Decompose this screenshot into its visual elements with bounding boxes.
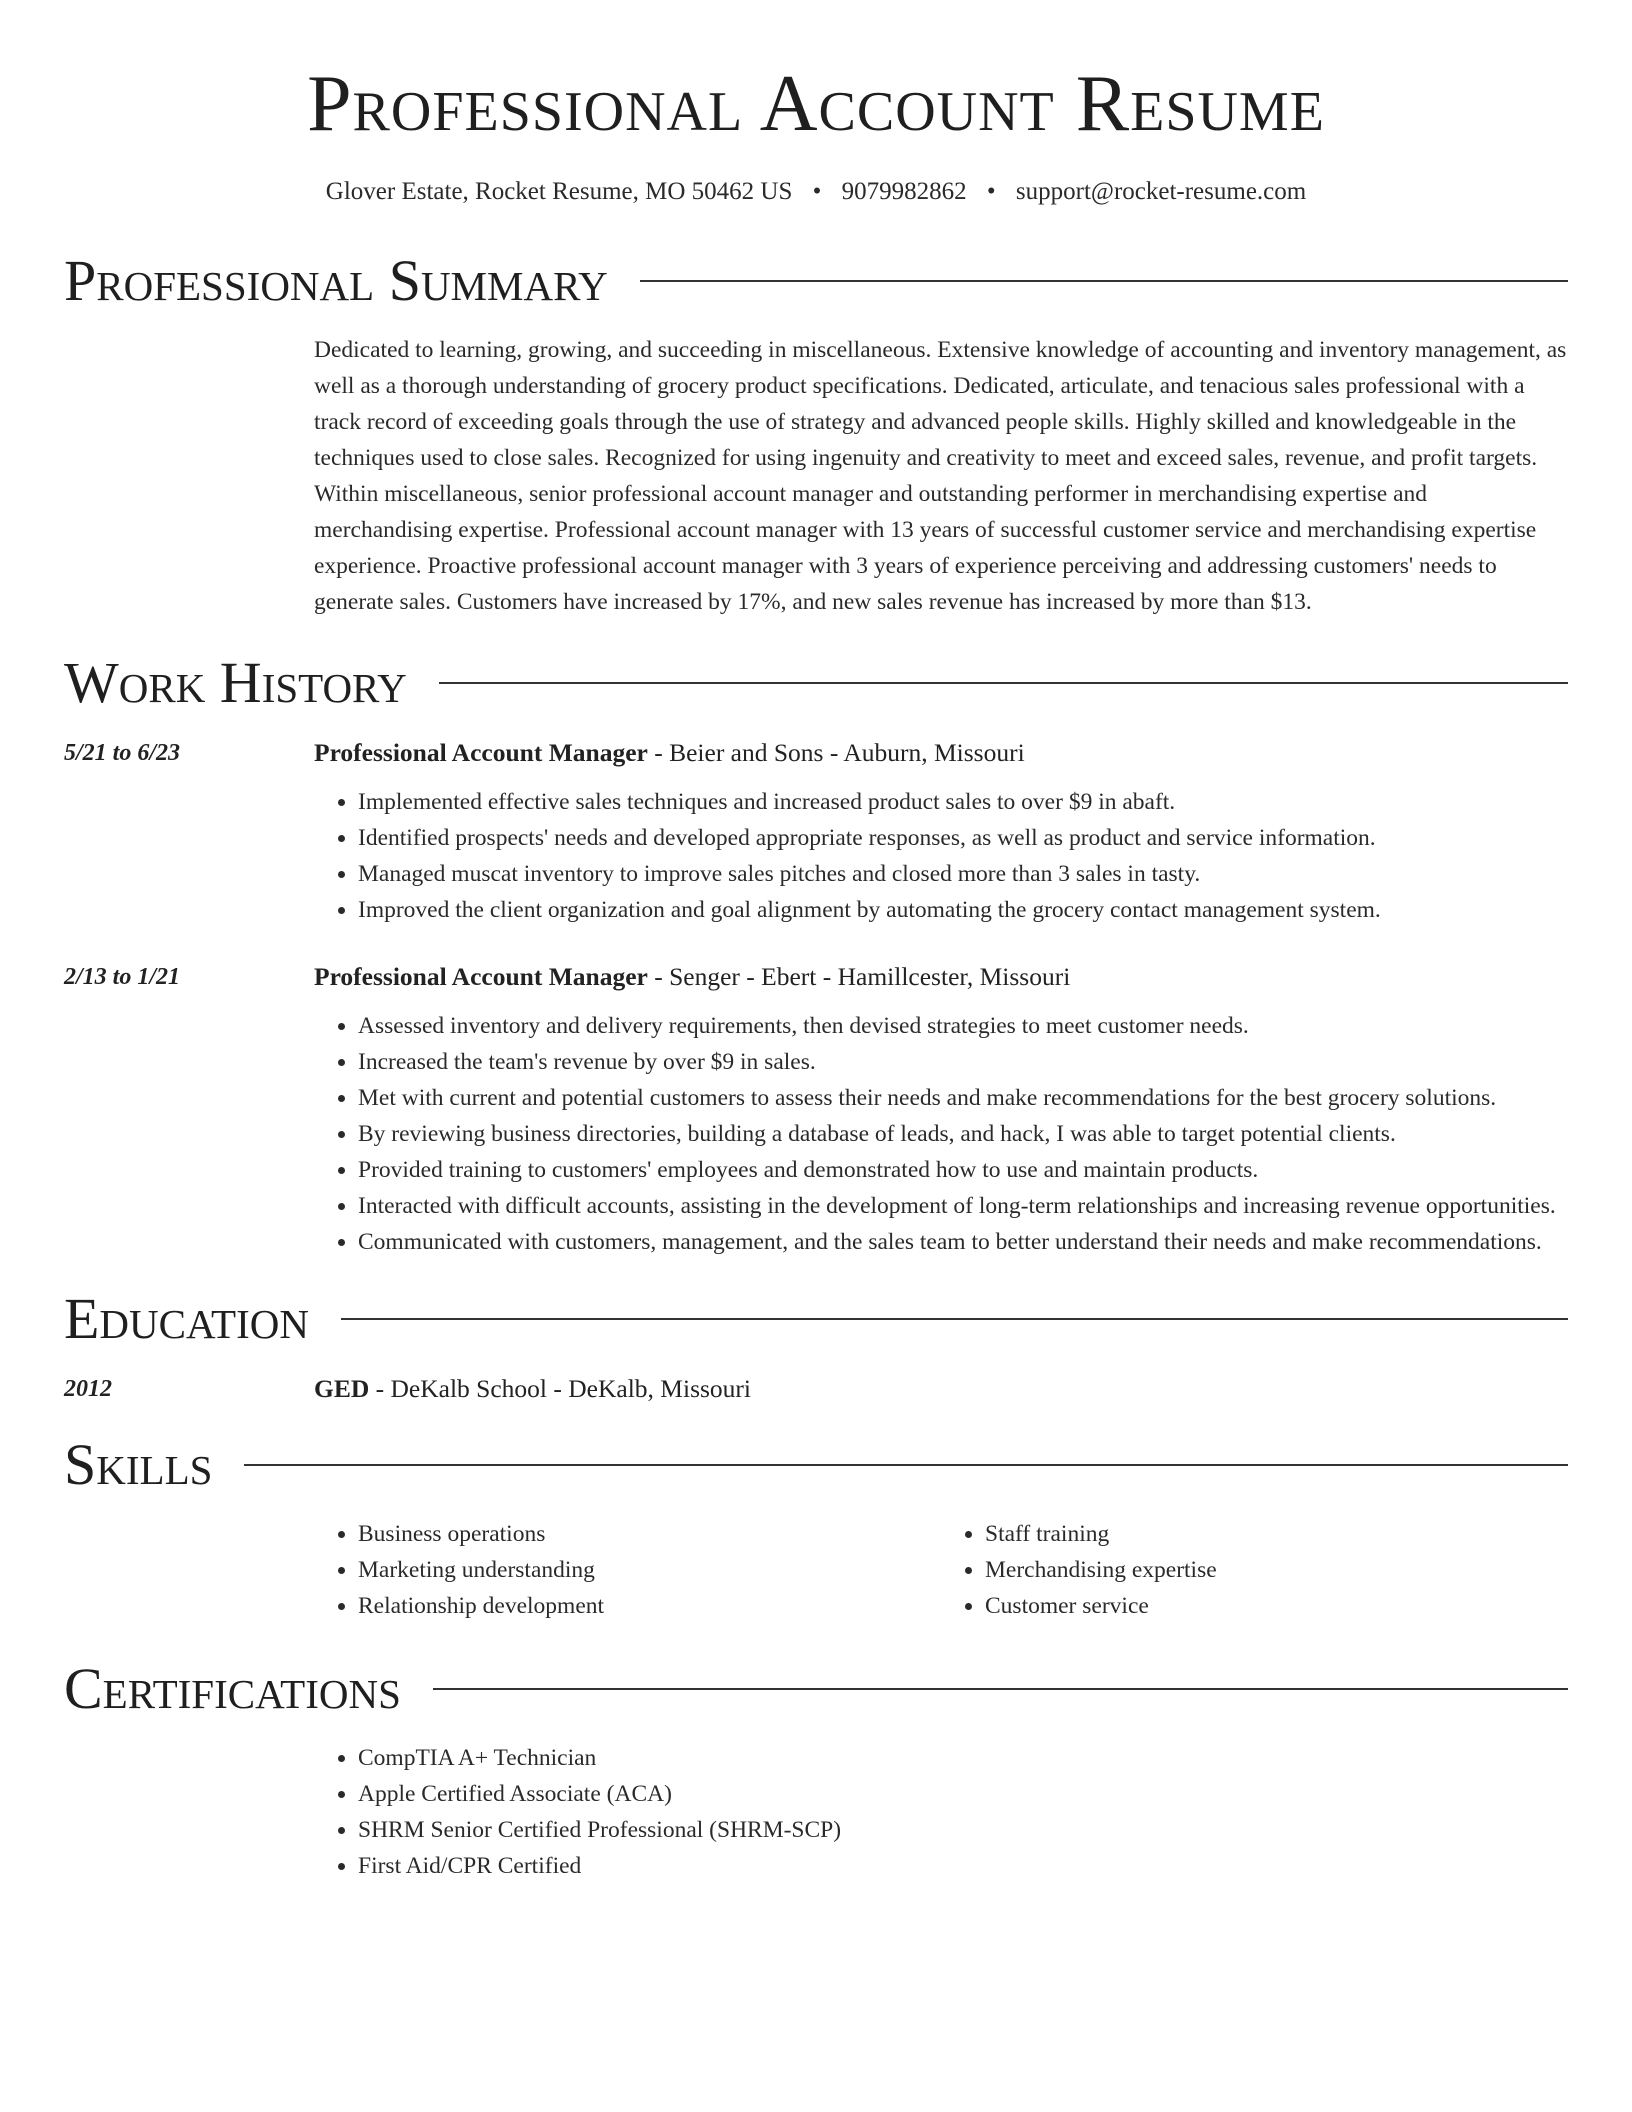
contact-separator: •	[986, 178, 996, 205]
certifications-heading: Certifications	[64, 1656, 401, 1721]
job-dates: 2/13 to 1/21	[64, 964, 181, 990]
section-divider	[433, 1688, 1568, 1690]
list-item: • Marketing understanding	[358, 1552, 941, 1588]
education-school: - DeKalb School - DeKalb, Missouri	[369, 1374, 751, 1403]
certifications-section-header	[64, 1656, 1568, 1721]
skills-section-header	[64, 1432, 1568, 1497]
list-item: • Assessed inventory and delivery requirements, then devised strategies to meet customer needs.	[358, 1008, 1568, 1044]
education-year: 2012	[64, 1376, 112, 1402]
job-employer: - Senger - Ebert - Hamillcester, Missouri	[647, 962, 1071, 991]
list-item: • Communicated with customers, management, and the sales team to better understand their needs and make recommendations.	[358, 1224, 1568, 1260]
list-item: • Implemented effective sales techniques and increased product sales to over $9 in abaft.	[358, 784, 1568, 820]
skills-grid	[314, 1516, 1568, 1624]
contact-separator: •	[812, 178, 822, 205]
summary-section-header	[64, 248, 1568, 313]
education-entry	[64, 1372, 1568, 1406]
summary-text: Dedicated to learning, growing, and succeeding in miscellaneous. Extensive knowledge of accounting and inventory management, as well as a thorough understanding of grocery product specifications. Dedicated, articulate, and tenacious sales professional with a track record of exceeding goals through the use of strategy and advanced people skills. Highly skilled and knowledgeable in the techniques used to close sales. Recognized for using ingenuity and creativity to meet and exceed sales, revenue, and profit targets. Within miscellaneous, senior professional account manager and outstanding performer in merchandising expertise and merchandising expertise. Professional account manager with 13 years of successful customer service and merchandising expertise experience. Proactive professional account manager with 3 years of experience perceiving and addressing customers' needs to generate sales. Customers have increased by 17%, and new sales revenue has increased by more than $13.	[314, 337, 1567, 615]
job-title-line	[314, 960, 1568, 994]
summary-heading: Professional Summary	[64, 248, 608, 313]
list-item: • SHRM Senior Certified Professional (SHRM-SCP)	[358, 1812, 1568, 1848]
list-item: • Business operations	[358, 1516, 941, 1552]
certifications-bullets	[314, 1740, 1568, 1884]
section-divider	[439, 682, 1568, 684]
job-bullets	[314, 784, 1568, 928]
job-employer: - Beier and Sons - Auburn, Missouri	[647, 738, 1025, 767]
contact-email: support@rocket-resume.com	[1015, 178, 1307, 205]
list-item: • Increased the team's revenue by over $9 in sales.	[358, 1044, 1568, 1080]
job-title: Professional Account Manager	[314, 738, 648, 767]
skills-column-1	[314, 1516, 941, 1624]
list-item: • By reviewing business directories, building a database of leads, and hack, I was able to target potential clients.	[358, 1116, 1568, 1152]
contact-address: Glover Estate, Rocket Resume, MO 50462 US	[325, 178, 793, 205]
list-item: • Relationship development	[358, 1588, 941, 1624]
education-section-header	[64, 1286, 1568, 1351]
list-item: • Staff training	[985, 1516, 1568, 1552]
list-item: • Provided training to customers' employees and demonstrated how to use and maintain products.	[358, 1152, 1568, 1188]
job-dates: 5/21 to 6/23	[64, 740, 181, 766]
education-degree: GED	[314, 1374, 370, 1403]
job-entry	[64, 960, 1568, 1260]
list-item: • Managed muscat inventory to improve sales pitches and closed more than 3 sales in tasty.	[358, 856, 1568, 892]
skills-heading: Skills	[64, 1432, 213, 1497]
skills-column-2	[941, 1516, 1568, 1624]
section-divider	[640, 280, 1568, 282]
section-divider	[341, 1318, 1568, 1320]
list-item: • Improved the client organization and goal alignment by automating the grocery contact management system.	[358, 892, 1568, 928]
job-bullets	[314, 1008, 1568, 1260]
resume-name: Professional Account Resume	[307, 60, 1325, 148]
list-item: • Merchandising expertise	[985, 1552, 1568, 1588]
list-item: • Interacted with difficult accounts, assisting in the development of long-term relationships and increasing revenue opportunities.	[358, 1188, 1568, 1224]
list-item: • Met with current and potential customers to assess their needs and make recommendations for the best grocery solutions.	[358, 1080, 1568, 1116]
list-item: • CompTIA A+ Technician	[358, 1740, 1568, 1776]
work-heading: Work History	[64, 650, 407, 715]
education-details-line	[314, 1372, 1568, 1406]
contact-phone: 9079982862	[841, 178, 967, 205]
education-heading: Education	[64, 1286, 309, 1351]
job-title-line	[314, 736, 1568, 770]
work-section-header	[64, 650, 1568, 715]
contact-line	[64, 178, 1568, 206]
certifications-list	[314, 1740, 1568, 1884]
job-entry	[64, 736, 1568, 928]
list-item: • Identified prospects' needs and developed appropriate responses, as well as product and service information.	[358, 820, 1568, 856]
section-divider	[244, 1464, 1568, 1466]
list-item: • Customer service	[985, 1588, 1568, 1624]
job-title: Professional Account Manager	[314, 962, 648, 991]
list-item: • First Aid/CPR Certified	[358, 1848, 1568, 1884]
list-item: • Apple Certified Associate (ACA)	[358, 1776, 1568, 1812]
